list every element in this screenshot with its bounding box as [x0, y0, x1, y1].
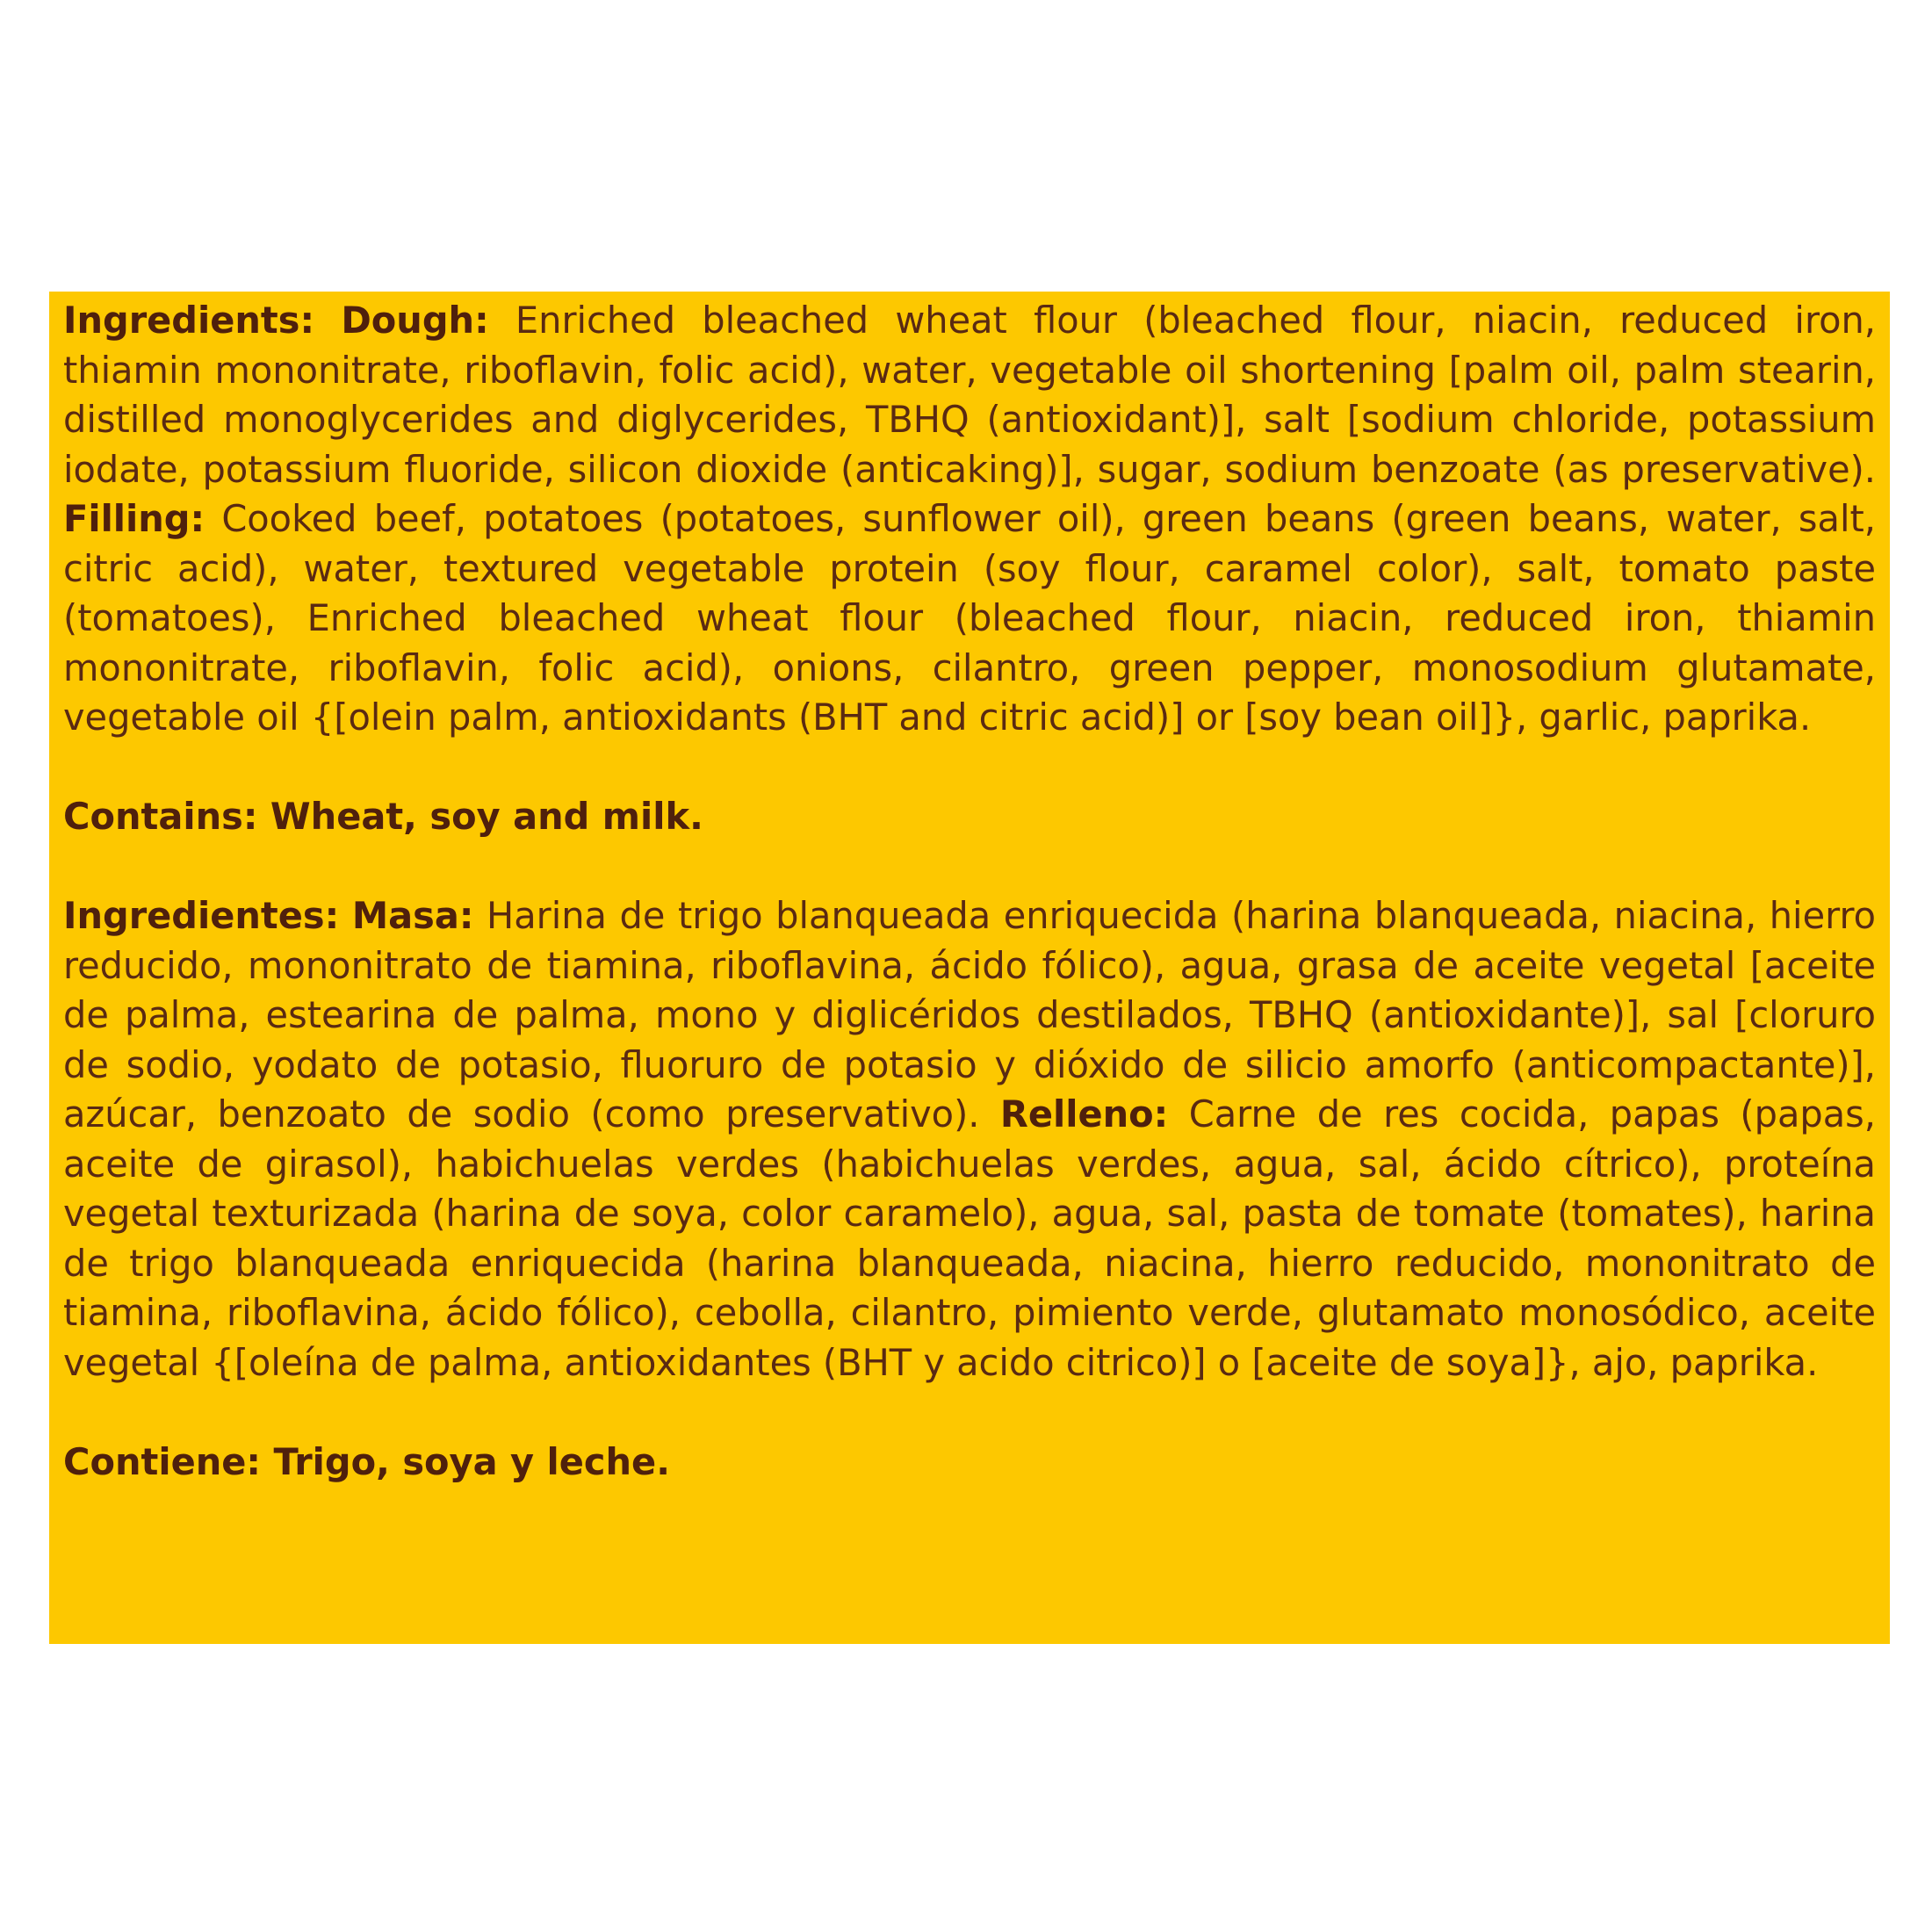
english-ingredients-paragraph	[63, 296, 1876, 743]
english-dough-label: Dough:	[341, 299, 489, 342]
spanish-dough-text: Harina de trigo blanqueada enriquecida (harina blanqueada, niacina, hierro reducido, mononitrato de tiamina, riboflavina, ácido fólico), agua, grasa de aceite vegetal [aceite de palma, estearina de palma, mono y diglicéridos destilados, TBHQ (antioxidante)], sal [cloruro de sodio, yodato de potasio, fluoruro de potasio y dióxido de silicio amorfo (anticompactante)], azúcar, benzoato de sodio (como preservativo).	[63, 894, 1876, 1135]
spacer	[63, 1388, 1876, 1438]
spacer	[63, 842, 1876, 892]
spanish-dough-label: Masa:	[351, 894, 474, 937]
spanish-contains-statement: Contiene: Trigo, soya y leche.	[63, 1439, 670, 1483]
english-contains-statement: Contains: Wheat, soy and milk.	[63, 795, 703, 838]
ingredients-label-panel	[49, 292, 1890, 1644]
spanish-ingredients-paragraph	[63, 891, 1876, 1388]
spacer	[63, 743, 1876, 793]
english-ingredients-heading: Ingredients:	[63, 299, 315, 342]
spanish-filling-text: Carne de res cocida, papas (papas, aceite de girasol), habichuelas verdes (habichuelas verdes, agua, sal, ácido cítrico), proteína vegetal texturizada (harina de soya, color caramelo), agua, sal, pasta de tomate (tomates), harina de trigo blanqueada enriquecida (harina blanqueada, niacina, hierro reducido, mononitrato de tiamina, riboflavina, ácido fólico), cebolla, cilantro, pimiento verde, glutamato monosódico, aceite vegetal {[oleína de palma, antioxidantes (BHT y acido citrico)] o [aceite de soya]}, ajo, paprika.	[63, 1092, 1876, 1384]
english-filling-label: Filling:	[63, 497, 205, 540]
spanish-filling-label: Relleno:	[999, 1092, 1169, 1135]
english-filling-text: Cooked beef, potatoes (potatoes, sunflower oil), green beans (green beans, water, salt, citric acid), water, textured vegetable protein (soy flour, caramel color), salt, tomato paste (tomatoes), Enriched bleached wheat flour (bleached flour, niacin, reduced iron, thiamin mononitrate, riboflavin, folic acid), onions, cilantro, green pepper, monosodium glutamate, vegetable oil {[olein palm, antioxidants (BHT and citric acid)] or [soy bean oil]}, garlic, paprika.	[63, 497, 1876, 739]
spanish-ingredients-heading: Ingredientes:	[63, 894, 340, 937]
english-dough-text: Enriched bleached wheat flour (bleached flour, niacin, reduced iron, thiamin mononitrate, riboflavin, folic acid), water, vegetable oil shortening [palm oil, palm stearin, distilled monoglycerides and diglycerides, TBHQ (antioxidant)], salt [sodium chloride, potassium iodate, potassium fluoride, silicon dioxide (anticaking)], sugar, sodium benzoate (as preservative).	[63, 299, 1876, 491]
